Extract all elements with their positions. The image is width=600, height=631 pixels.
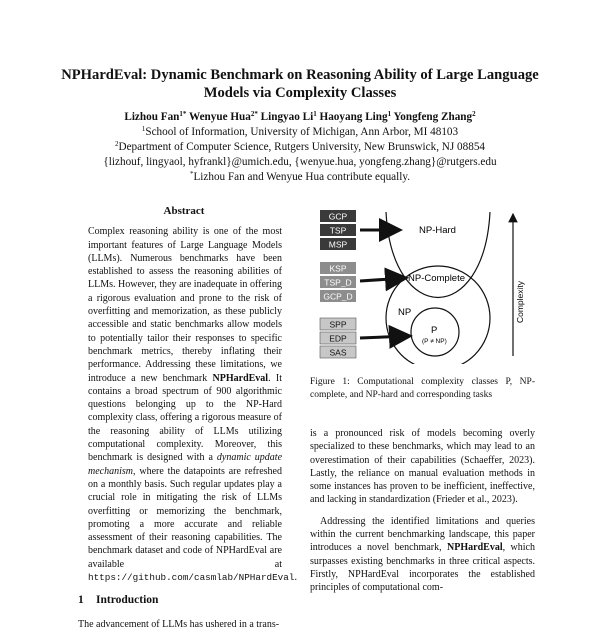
author: Haoyang Ling$^1$ [319,110,392,123]
complexity-axis-label: Complexity [515,280,525,324]
label-np-complete: NP-Complete [408,273,466,284]
paragraph: Addressing the identified limitations and queries within the current benchmarking landscape, this paper introduces a novel benchmark, NPHardEval, which surpasses existing benchmarks in three critical aspects. Firstly, NPHardEval incorporates the established principles of computational com- [310,515,535,594]
arrow [360,278,406,281]
author: Lizhou Fan$^{1*}$ [124,110,187,123]
task-label: GCP [328,211,348,222]
label-np: NP [398,307,412,318]
abstract-heading: Abstract [163,205,205,217]
author-block [40,110,560,185]
complexity-diagram [312,206,534,364]
paragraph: is a pronounced risk of models becoming overly specialized to these benchmarks, which may lead to an overestimation of their capabilities (Schaeffer, 2023). Lastly, the reliance on manual evaluation methods in some instances has proven to be inefficient, ineffective, and lacking in standardization (Frieder et al., 2023). [310,428,535,506]
section-heading-introduction: 1 Introduction [78,594,159,607]
np-complete-tasks [320,262,356,302]
author-names [40,110,560,125]
author: Yongfeng Zhang$^2$ [393,110,476,123]
right-column [310,427,535,595]
author: Wenyue Hua$^{2*}$ [189,110,258,123]
task-label: MSP [328,239,348,250]
task-label: TSP_D [324,277,352,288]
abstract-text: Complex reasoning ability is one of the most important features of Large Language Models (LLMs). Numerous benchmarks have been established to assess the reasoning abilities of LLMs. However, they are inadequate in offering a rigorous evaluation and prone to the risk of overfitting and memorization, as these publicly accessible and static benchmarks allow models to potentially tailor their responses to specific benchmark metrics, thereby inflating their performance. Addressing these limitations, we introduce a new benchmark NPHardEval. It contains a broad spectrum of 900 algorithmic questions belonging up to the NP-Hard complexity class, offering a rigorous measure of the reasoning ability of LLMs utilizing computational complexity. Moreover, this benchmark is designed with a dynamic update mechanism, where the datapoints are refreshed on a monthly basis. Such regular updates play a crucial role in mitigating the risk of LLMs overfitting or memorizing the benchmark, promoting a more accurate and reliable assessment of their reasoning capabilities. The benchmark dataset and code of NPHardEval are available at https://github.com/casmlab/NPHardEval. [88,226,297,584]
label-p-ne-np: (P ≠ NP) [422,338,447,345]
p-tasks [320,318,356,358]
left-column [78,205,297,631]
task-label: KSP [329,263,347,274]
label-p: P [431,325,438,336]
figure-caption: Figure 1: Computational complexity classes P, NP-complete, and NP-hard and corresponding tasks [310,377,535,400]
task-label: TSP [329,225,347,236]
paper-title: NPHardEval: Dynamic Benchmark on Reasoning Ability of Large Language Models via Complexity Classes [61,67,539,101]
task-label: SPP [329,319,347,330]
intro-first-line: The advancement of LLMs has ushered in a trans- [78,618,280,630]
task-label: SAS [329,347,347,358]
task-label: GCP_D [323,291,353,302]
label-np-hard: NP-Hard [419,225,456,236]
np-hard-tasks [320,210,356,250]
arrow [360,336,410,338]
task-label: EDP [329,333,347,344]
complexity-figure [312,206,534,364]
author-emails: {lizhouf, lingyaol, hyfrankl}@umich.edu, {wenyue.hua, yongfeng.zhang}@rutgers.edu [103,156,497,168]
repo-link[interactable]: https://github.com/casmlab/NPHardEval [88,572,295,584]
equal-contribution-note: *Lizhou Fan and Wenyue Hua contribute equally. [189,170,411,183]
affiliation-1: $^1$School of Information, University of Michigan, Ann Arbor, MI 48103 [141,125,459,138]
affiliation-2: $^2$Department of Computer Science, Rutgers University, New Brunswick, NJ 08854 [114,140,486,153]
author: Lingyao Li$^1$ [260,110,317,123]
